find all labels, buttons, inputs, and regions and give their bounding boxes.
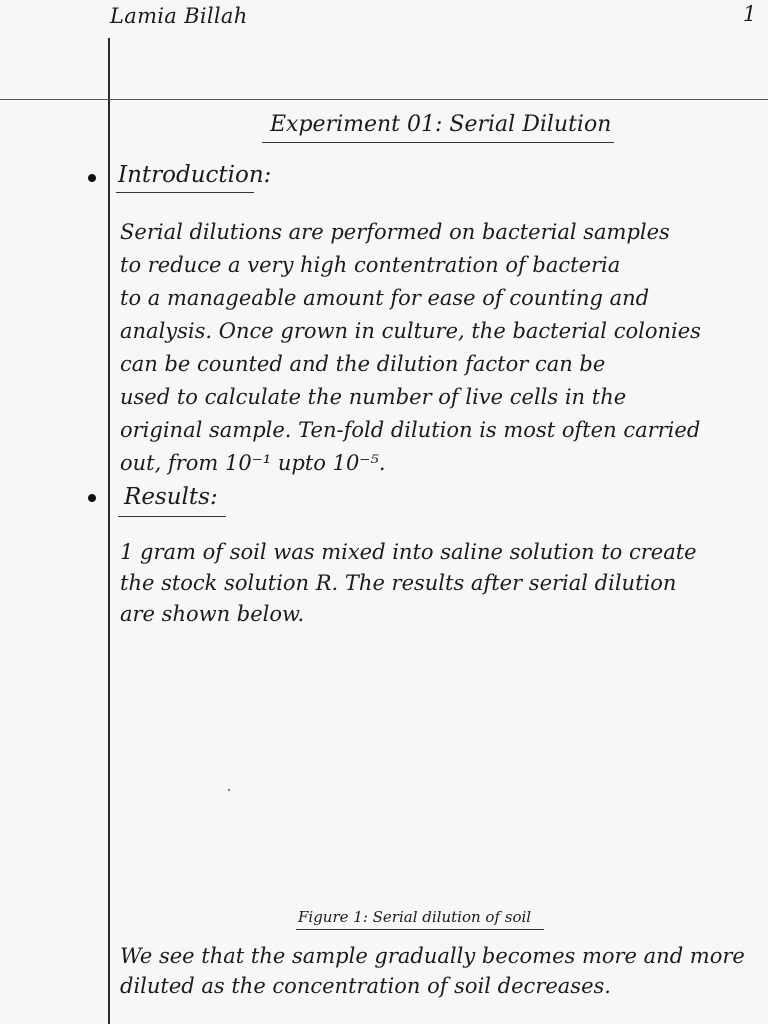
experiment-title: Experiment 01: Serial Dilution <box>270 112 612 137</box>
introduction-text: Serial dilutions are performed on bacterial samples to reduce a very high contentration of bacteria to a manageable amount for ease of counting and analysis. Once grown in culture, the bacterial colonies can be counted and the dilution factor can be used to calculate the number of live cells in the original sample. Ten-fold dilution is most often carried out, from 10⁻¹ upto 10⁻⁵. <box>120 220 701 475</box>
bullet-icon <box>88 174 96 182</box>
conclusion-text: We see that the sample gradually becomes more and more diluted as the concentration of soil decreases. <box>120 944 745 998</box>
introduction-heading: Introduction: <box>118 162 272 188</box>
results-heading: Results: <box>124 484 218 510</box>
caption-underline <box>296 929 544 930</box>
figure-caption: Figure 1: Serial dilution of soil <box>298 908 532 926</box>
figure-area <box>118 640 748 900</box>
page-number: 1 <box>743 2 757 26</box>
author-name: Lamia Billah <box>110 4 248 28</box>
bullet-icon <box>88 494 96 502</box>
header-rule <box>0 99 768 100</box>
results-text: 1 gram of soil was mixed into saline solution to create the stock solution R. The results after serial dilution are shown below. <box>120 540 697 626</box>
margin-line <box>108 38 110 1024</box>
results-underline <box>118 516 226 517</box>
pen-mark <box>228 789 230 791</box>
introduction-underline <box>116 192 254 193</box>
title-underline <box>262 142 614 143</box>
